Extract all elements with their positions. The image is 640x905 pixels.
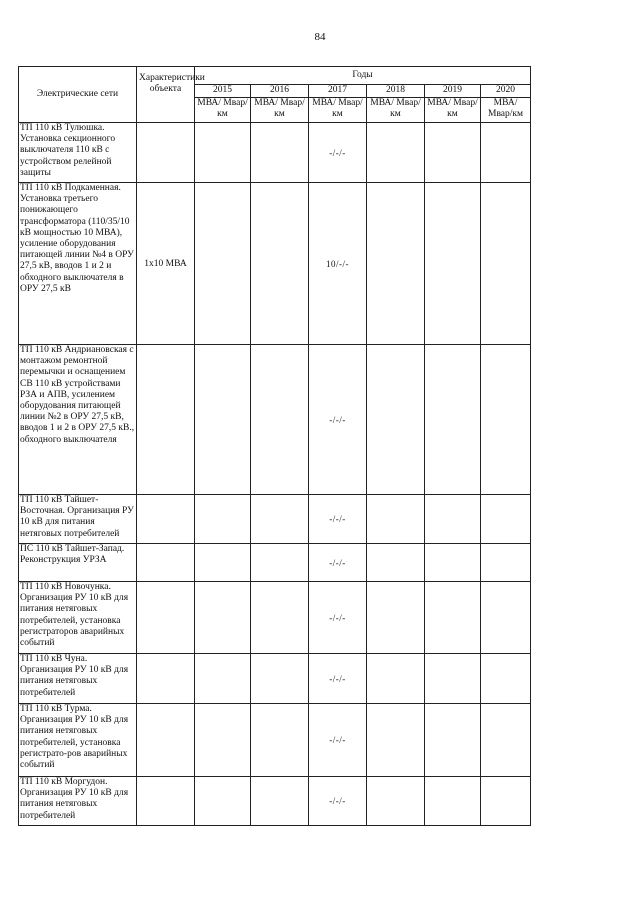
value-2017: -/-/- xyxy=(309,123,367,183)
header-year-2015: 2015 xyxy=(195,85,251,98)
header-year-2020: 2020 xyxy=(481,85,531,98)
value-2017: 10/-/- xyxy=(309,183,367,345)
value-2017: -/-/- xyxy=(309,495,367,544)
header-years: Годы xyxy=(195,67,531,85)
network-name: ТП 110 кВ Чуна. Организация РУ 10 кВ для питания нетяговых потребителей xyxy=(19,654,137,704)
object-characteristic xyxy=(137,495,195,544)
table-row xyxy=(19,777,531,826)
header-unit: МВА/ Мвар/км xyxy=(367,98,425,123)
object-characteristic xyxy=(137,777,195,826)
table-row xyxy=(19,183,531,345)
object-characteristic xyxy=(137,582,195,654)
value-2017: -/-/- xyxy=(309,345,367,495)
object-characteristic xyxy=(137,704,195,777)
object-characteristic xyxy=(137,123,195,183)
value-2017: -/-/- xyxy=(309,777,367,826)
network-name: ТП 110 кВ Тайшет-Восточная. Организация РУ 10 кВ для питания нетяговых потребителей xyxy=(19,495,137,544)
header-unit: МВА/ Мвар/км xyxy=(309,98,367,123)
network-name: ТП 110 кВ Турма. Организация РУ 10 кВ для питания нетяговых потребителей, установка регистрато-ров аварийных событий xyxy=(19,704,137,777)
table-row xyxy=(19,654,531,704)
table-row xyxy=(19,123,531,183)
network-name: ПС 110 кВ Тайшет-Запад. Реконструкция УРЗА xyxy=(19,544,137,582)
table-row xyxy=(19,704,531,777)
table-row xyxy=(19,345,531,495)
header-unit: МВА/ Мвар/км xyxy=(425,98,481,123)
table-row xyxy=(19,495,531,544)
network-name: ТП 110 кВ Подкаменная. Установка третьего понижающего трансформатора (110/35/10 кВ мощностью 10 МВА), усиление оборудования питающей линии №4 в ОРУ 27,5 кВ, вводов 1 и 2 и обходного выключателя в ОРУ 27,5 кВ xyxy=(19,183,137,345)
object-characteristic xyxy=(137,544,195,582)
object-characteristic xyxy=(137,654,195,704)
header-characteristics: Характеристики объекта xyxy=(137,67,195,123)
header-year-2016: 2016 xyxy=(251,85,309,98)
table-row xyxy=(19,582,531,654)
network-name: ТП 110 кВ Моргудон. Организация РУ 10 кВ для питания нетяговых потребителей xyxy=(19,777,137,826)
object-characteristic xyxy=(137,345,195,495)
page-number: 84 xyxy=(314,31,326,43)
header-unit: МВА/ Мвар/км xyxy=(195,98,251,123)
investment-table xyxy=(18,66,531,826)
object-characteristic: 1х10 МВА xyxy=(137,183,195,345)
header-year-2019: 2019 xyxy=(425,85,481,98)
header-networks: Электрические сети xyxy=(19,67,137,123)
network-name: ТП 110 кВ Новочунка. Организация РУ 10 кВ для питания нетяговых потребителей, установка регистраторов аварийных событий xyxy=(19,582,137,654)
value-2017: -/-/- xyxy=(309,544,367,582)
network-name: ТП 110 кВ Тулюшка. Установка секционного выключателя 110 кВ с устройством релейной защиты xyxy=(19,123,137,183)
network-name: ТП 110 кВ Андриановская с монтажом ремонтной перемычки и оснащением СВ 110 кВ устройствами РЗА и АПВ, усилением оборудования питающей линии №2 в ОРУ 27,5 кВ, вводов 1 и 2 в ОРУ 27,5 кВ., обходного выключателя xyxy=(19,345,137,495)
header-year-2018: 2018 xyxy=(367,85,425,98)
header-year-2017: 2017 xyxy=(309,85,367,98)
header-unit: МВА/ Мвар/км xyxy=(251,98,309,123)
value-2017: -/-/- xyxy=(309,654,367,704)
value-2017: -/-/- xyxy=(309,582,367,654)
value-2017: -/-/- xyxy=(309,704,367,777)
table-row xyxy=(19,544,531,582)
header-unit: МВА/ Мвар/км xyxy=(481,98,531,123)
